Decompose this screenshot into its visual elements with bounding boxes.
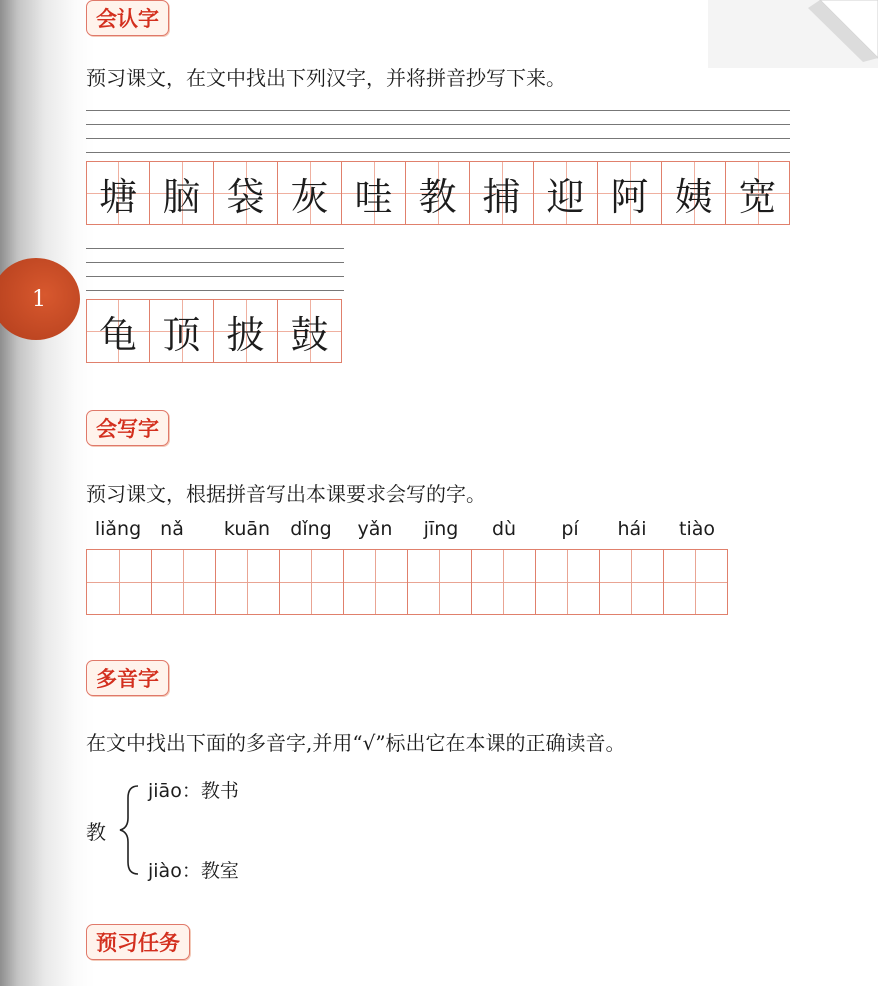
pinyin-prompt: yǎn (357, 518, 393, 540)
pinyin-prompt: jīng (423, 518, 459, 540)
char-cell (470, 161, 534, 225)
char-glyph: 塘 (98, 174, 137, 219)
char-cell (150, 299, 214, 363)
char-cell (278, 161, 342, 225)
char-glyph: 姨 (674, 174, 713, 219)
char-cell (150, 161, 214, 225)
polyphone-char: 教 (86, 820, 106, 844)
char-cell (214, 299, 278, 363)
char-cell (534, 161, 598, 225)
char-cell (598, 161, 662, 225)
reading1-word: 教书 (200, 780, 239, 802)
reading1-pinyin: jiāo (148, 780, 182, 802)
char-glyph: 脑 (162, 174, 201, 219)
reading1-colon: ： (181, 780, 201, 802)
reading-option-jiao4[interactable] (148, 856, 239, 883)
char-glyph: 教 (418, 174, 457, 219)
section-tag-preview-task: 预习任务 (86, 924, 190, 960)
char-glyph: 披 (226, 312, 265, 357)
character-grid-row1 (86, 161, 790, 225)
instruction-write: 预习课文，根据拼音写出本课要求会写的字。 (86, 482, 486, 506)
char-glyph: 袋 (226, 174, 265, 219)
char-glyph: 哇 (354, 174, 393, 219)
character-grid-row2 (86, 299, 342, 363)
reading2-word: 教室 (200, 860, 239, 882)
instruction-polyphone: 在文中找出下面的多音字,并用“√”标出它在本课的正确读音。 (86, 731, 626, 755)
page-number: 1 (32, 286, 46, 312)
pinyin-lines-row2 (86, 248, 344, 294)
char-cell (278, 299, 342, 363)
char-cell (214, 161, 278, 225)
pinyin-lines-row1 (86, 110, 790, 156)
section-tag-write: 会写字 (86, 410, 169, 446)
char-glyph: 捕 (482, 174, 521, 219)
char-glyph: 阿 (610, 174, 649, 219)
instruction-recognize: 预习课文，在文中找出下列汉字，并将拼音抄写下来。 (86, 66, 566, 90)
pinyin-prompt: hái (617, 518, 647, 540)
char-cell (342, 161, 406, 225)
section-tag-polyphone: 多音字 (86, 660, 169, 696)
page-number-badge (0, 258, 80, 340)
writing-grid[interactable] (86, 549, 728, 615)
pinyin-prompt: nǎ (160, 518, 184, 540)
char-glyph: 迎 (546, 174, 585, 219)
char-glyph: 顶 (162, 312, 201, 357)
reading2-colon: ： (181, 860, 201, 882)
reading-option-jiao1[interactable] (148, 776, 239, 803)
pinyin-prompt: dǐng (290, 518, 332, 540)
reading2-pinyin: jiào (148, 860, 182, 882)
char-glyph: 鼓 (290, 312, 329, 357)
char-cell (726, 161, 790, 225)
pinyin-prompt: tiào (679, 518, 715, 540)
brace-icon (112, 780, 142, 880)
pinyin-prompts (86, 518, 728, 546)
char-cell (662, 161, 726, 225)
char-glyph: 龟 (98, 312, 137, 357)
section-tag-recognize: 会认字 (86, 0, 169, 36)
pinyin-prompt: dù (491, 518, 517, 540)
pinyin-prompt: kuān (223, 518, 271, 540)
char-cell (86, 161, 150, 225)
char-cell (406, 161, 470, 225)
pinyin-prompt: liǎng (94, 518, 142, 540)
char-glyph: 宽 (738, 174, 777, 219)
char-cell (86, 299, 150, 363)
char-glyph: 灰 (290, 174, 329, 219)
pinyin-prompt: pí (561, 518, 579, 540)
page-curl-corner (708, 0, 878, 68)
